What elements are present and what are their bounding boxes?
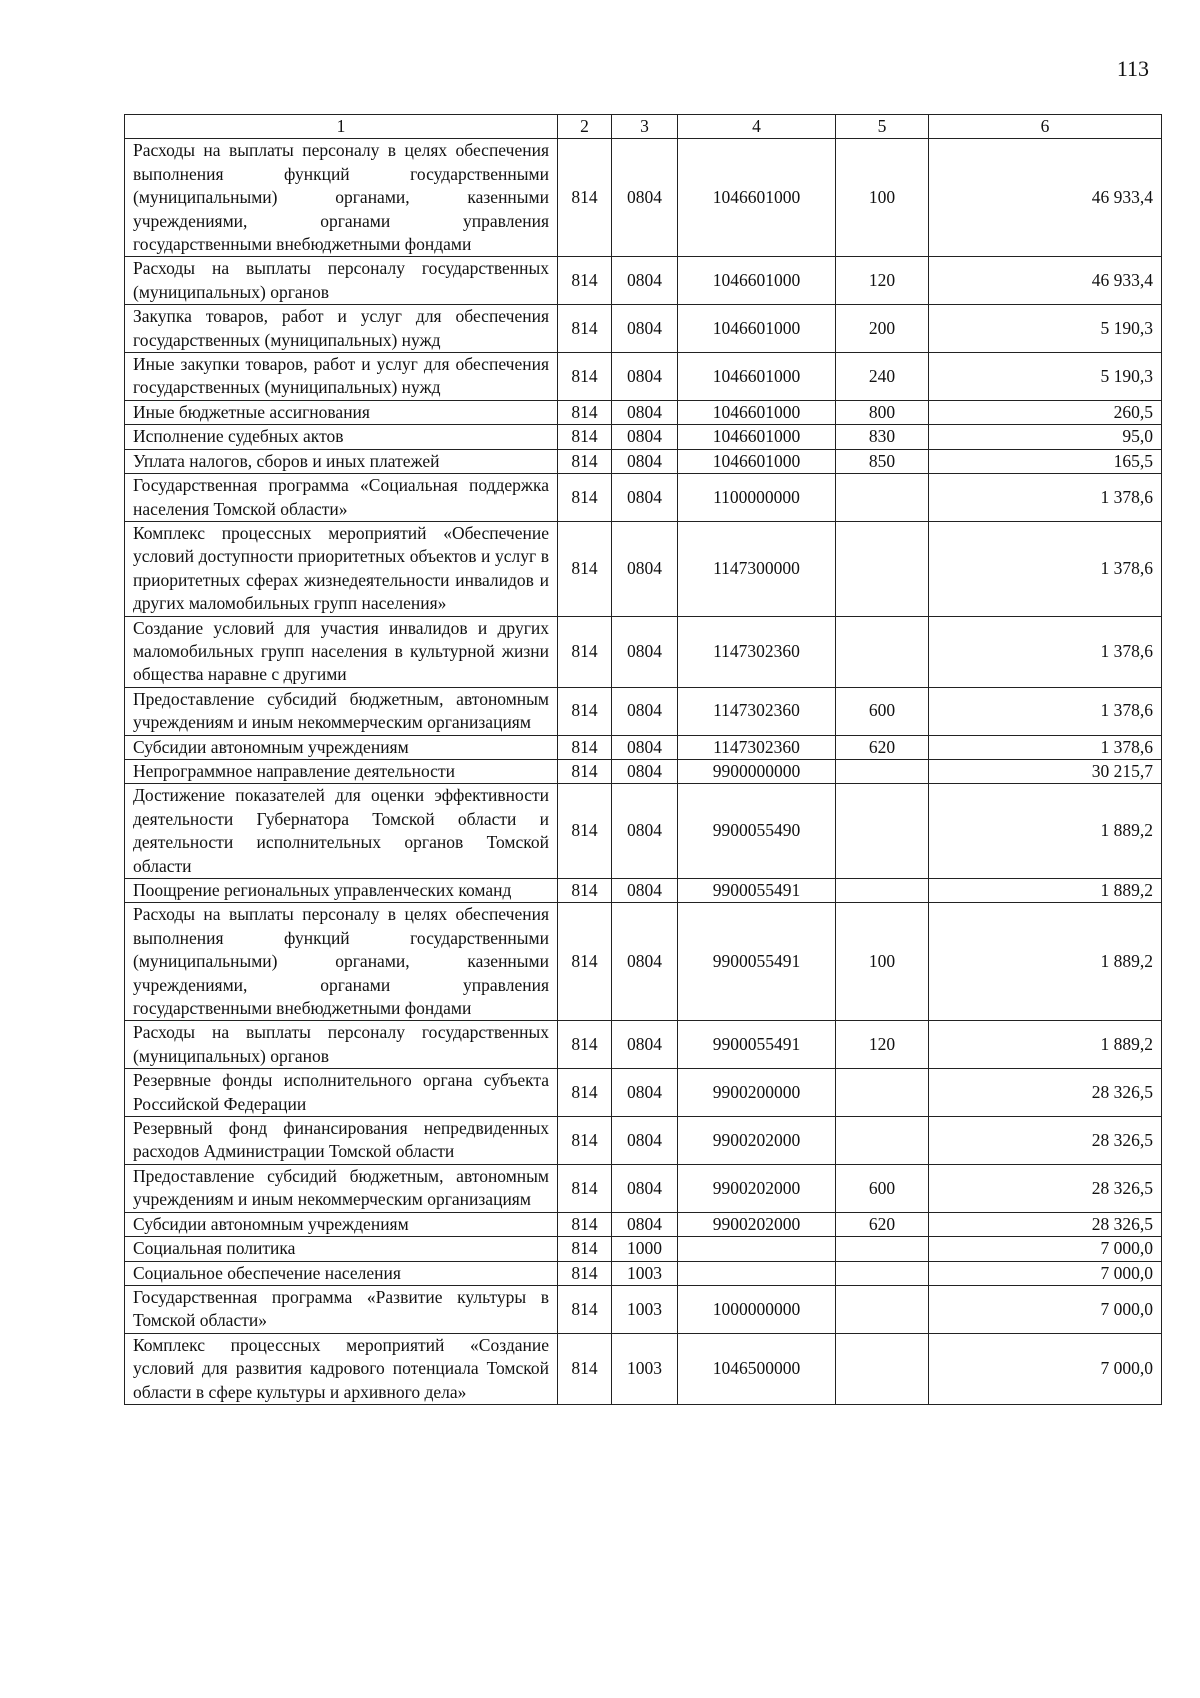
row-name-cell: Субсидии автономным учреждениям (125, 1212, 558, 1236)
row-rzpr-cell: 0804 (612, 1069, 678, 1117)
row-sum-cell: 1 889,2 (929, 879, 1162, 903)
row-rzpr-cell: 0804 (612, 400, 678, 424)
table-header-row (125, 115, 1162, 139)
row-name-cell: Расходы на выплаты персоналу в целях обеспечения выполнения функций государственными (муниципальными) органами, казенными учреждениями, органами управления государственными внебюджетными фондами (125, 903, 558, 1021)
row-vr-cell (836, 1285, 929, 1333)
table-row (125, 521, 1162, 616)
row-rzpr-cell: 0804 (612, 139, 678, 257)
table-row (125, 1164, 1162, 1212)
row-name-cell: Непрограммное направление деятельности (125, 759, 558, 783)
row-name-cell: Социальная политика (125, 1237, 558, 1261)
row-csr-cell: 9900055490 (678, 784, 836, 879)
table-row (125, 257, 1162, 305)
row-name-cell: Создание условий для участия инвалидов и других маломобильных групп населения в культурной жизни общества наравне с другими (125, 616, 558, 687)
row-ved-cell: 814 (558, 1117, 612, 1165)
row-csr-cell: 1046601000 (678, 257, 836, 305)
row-csr-cell: 9900200000 (678, 1069, 836, 1117)
table-row (125, 400, 1162, 424)
row-sum-cell: 28 326,5 (929, 1069, 1162, 1117)
row-csr-cell: 9900000000 (678, 759, 836, 783)
row-vr-cell: 850 (836, 449, 929, 473)
row-csr-cell: 1046601000 (678, 139, 836, 257)
row-name-cell: Субсидии автономным учреждениям (125, 735, 558, 759)
row-rzpr-cell: 0804 (612, 474, 678, 522)
row-ved-cell: 814 (558, 1069, 612, 1117)
row-sum-cell: 1 378,6 (929, 735, 1162, 759)
row-name-cell: Комплекс процессных мероприятий «Создание условий для развития кадрового потенциала Томской области в сфере культуры и архивного дела» (125, 1333, 558, 1404)
budget-table (124, 114, 1162, 1405)
row-rzpr-cell: 0804 (612, 879, 678, 903)
row-sum-cell: 7 000,0 (929, 1333, 1162, 1404)
row-ved-cell: 814 (558, 879, 612, 903)
table-row (125, 1333, 1162, 1404)
row-rzpr-cell: 0804 (612, 521, 678, 616)
row-rzpr-cell: 1003 (612, 1261, 678, 1285)
page-number: 113 (1116, 56, 1149, 81)
row-name-cell: Предоставление субсидий бюджетным, автономным учреждениям и иным некоммерческим организациям (125, 1164, 558, 1212)
row-ved-cell: 814 (558, 1164, 612, 1212)
row-ved-cell: 814 (558, 1261, 612, 1285)
row-rzpr-cell: 1003 (612, 1333, 678, 1404)
row-csr-cell: 1147302360 (678, 616, 836, 687)
row-vr-cell: 120 (836, 257, 929, 305)
row-vr-cell: 600 (836, 1164, 929, 1212)
column-header: 3 (612, 115, 678, 139)
row-vr-cell (836, 1333, 929, 1404)
row-csr-cell: 9900202000 (678, 1117, 836, 1165)
row-vr-cell: 830 (836, 425, 929, 449)
row-rzpr-cell: 0804 (612, 1212, 678, 1236)
row-vr-cell: 100 (836, 903, 929, 1021)
row-name-cell: Резервные фонды исполнительного органа субъекта Российской Федерации (125, 1069, 558, 1117)
row-vr-cell (836, 1069, 929, 1117)
row-vr-cell: 620 (836, 735, 929, 759)
row-name-cell: Расходы на выплаты персоналу в целях обеспечения выполнения функций государственными (муниципальными) органами, казенными учреждениями, органами управления государственными внебюджетными фондами (125, 139, 558, 257)
row-name-cell: Иные бюджетные ассигнования (125, 400, 558, 424)
row-csr-cell: 9900202000 (678, 1164, 836, 1212)
row-name-cell: Социальное обеспечение населения (125, 1261, 558, 1285)
row-rzpr-cell: 0804 (612, 784, 678, 879)
row-csr-cell: 9900055491 (678, 879, 836, 903)
row-name-cell: Достижение показателей для оценки эффективности деятельности Губернатора Томской области и деятельности исполнительных органов Томской области (125, 784, 558, 879)
row-sum-cell: 1 378,6 (929, 474, 1162, 522)
table-row (125, 687, 1162, 735)
row-vr-cell: 200 (836, 305, 929, 353)
table-row (125, 1069, 1162, 1117)
row-rzpr-cell: 0804 (612, 1164, 678, 1212)
row-rzpr-cell: 0804 (612, 449, 678, 473)
table-row (125, 616, 1162, 687)
row-sum-cell: 1 889,2 (929, 1021, 1162, 1069)
row-rzpr-cell: 0804 (612, 305, 678, 353)
row-rzpr-cell: 0804 (612, 759, 678, 783)
row-name-cell: Иные закупки товаров, работ и услуг для обеспечения государственных (муниципальных) нужд (125, 353, 558, 401)
row-csr-cell: 1046601000 (678, 353, 836, 401)
row-ved-cell: 814 (558, 449, 612, 473)
row-name-cell: Расходы на выплаты персоналу государственных (муниципальных) органов (125, 257, 558, 305)
row-ved-cell: 814 (558, 425, 612, 449)
row-sum-cell: 30 215,7 (929, 759, 1162, 783)
table-row (125, 735, 1162, 759)
column-header: 2 (558, 115, 612, 139)
row-vr-cell (836, 784, 929, 879)
row-ved-cell: 814 (558, 1212, 612, 1236)
row-csr-cell (678, 1237, 836, 1261)
row-ved-cell: 814 (558, 1285, 612, 1333)
row-vr-cell: 240 (836, 353, 929, 401)
row-sum-cell: 1 889,2 (929, 903, 1162, 1021)
row-csr-cell: 1000000000 (678, 1285, 836, 1333)
column-header: 5 (836, 115, 929, 139)
row-sum-cell: 5 190,3 (929, 305, 1162, 353)
row-ved-cell: 814 (558, 1237, 612, 1261)
table-row (125, 139, 1162, 257)
row-csr-cell: 1100000000 (678, 474, 836, 522)
table-body (125, 139, 1162, 1405)
row-sum-cell: 1 378,6 (929, 616, 1162, 687)
row-sum-cell: 95,0 (929, 425, 1162, 449)
table-row (125, 474, 1162, 522)
row-ved-cell: 814 (558, 784, 612, 879)
row-vr-cell (836, 616, 929, 687)
row-name-cell: Резервный фонд финансирования непредвиденных расходов Администрации Томской области (125, 1117, 558, 1165)
row-ved-cell: 814 (558, 305, 612, 353)
row-rzpr-cell: 0804 (612, 1021, 678, 1069)
row-rzpr-cell: 0804 (612, 616, 678, 687)
table-row (125, 1237, 1162, 1261)
row-name-cell: Государственная программа «Социальная поддержка населения Томской области» (125, 474, 558, 522)
row-csr-cell: 9900055491 (678, 1021, 836, 1069)
table-row (125, 1285, 1162, 1333)
row-rzpr-cell: 0804 (612, 687, 678, 735)
row-rzpr-cell: 0804 (612, 425, 678, 449)
row-sum-cell: 7 000,0 (929, 1261, 1162, 1285)
row-ved-cell: 814 (558, 1021, 612, 1069)
table-row (125, 1212, 1162, 1236)
row-vr-cell (836, 1237, 929, 1261)
row-ved-cell: 814 (558, 139, 612, 257)
row-name-cell: Поощрение региональных управленческих команд (125, 879, 558, 903)
row-vr-cell: 600 (836, 687, 929, 735)
row-sum-cell: 28 326,5 (929, 1164, 1162, 1212)
row-rzpr-cell: 0804 (612, 903, 678, 1021)
row-vr-cell (836, 1261, 929, 1285)
row-csr-cell: 9900202000 (678, 1212, 836, 1236)
table-row (125, 784, 1162, 879)
row-rzpr-cell: 1003 (612, 1285, 678, 1333)
row-sum-cell: 7 000,0 (929, 1237, 1162, 1261)
row-sum-cell: 46 933,4 (929, 139, 1162, 257)
row-ved-cell: 814 (558, 1333, 612, 1404)
row-sum-cell: 1 889,2 (929, 784, 1162, 879)
row-csr-cell: 1046601000 (678, 400, 836, 424)
table-row (125, 449, 1162, 473)
row-csr-cell: 1147302360 (678, 735, 836, 759)
row-vr-cell (836, 759, 929, 783)
row-sum-cell: 7 000,0 (929, 1285, 1162, 1333)
table-row (125, 879, 1162, 903)
column-header: 4 (678, 115, 836, 139)
row-csr-cell: 1046601000 (678, 449, 836, 473)
row-sum-cell: 5 190,3 (929, 353, 1162, 401)
row-csr-cell: 1147302360 (678, 687, 836, 735)
row-rzpr-cell: 0804 (612, 257, 678, 305)
row-csr-cell: 1046601000 (678, 425, 836, 449)
column-header: 6 (929, 115, 1162, 139)
row-ved-cell: 814 (558, 616, 612, 687)
table-row (125, 1021, 1162, 1069)
row-sum-cell: 46 933,4 (929, 257, 1162, 305)
row-sum-cell: 28 326,5 (929, 1117, 1162, 1165)
row-name-cell: Комплекс процессных мероприятий «Обеспечение условий доступности приоритетных объектов и услуг в приоритетных сферах жизнедеятельности инвалидов и других маломобильных групп населения» (125, 521, 558, 616)
row-sum-cell: 1 378,6 (929, 687, 1162, 735)
row-name-cell: Исполнение судебных актов (125, 425, 558, 449)
row-name-cell: Закупка товаров, работ и услуг для обеспечения государственных (муниципальных) нужд (125, 305, 558, 353)
row-rzpr-cell: 1000 (612, 1237, 678, 1261)
row-csr-cell: 1046601000 (678, 305, 836, 353)
row-vr-cell (836, 474, 929, 522)
table-row (125, 903, 1162, 1021)
row-rzpr-cell: 0804 (612, 1117, 678, 1165)
row-ved-cell: 814 (558, 400, 612, 424)
row-name-cell: Расходы на выплаты персоналу государственных (муниципальных) органов (125, 1021, 558, 1069)
table-row (125, 759, 1162, 783)
row-vr-cell (836, 879, 929, 903)
row-rzpr-cell: 0804 (612, 353, 678, 401)
table-row (125, 425, 1162, 449)
table-row (125, 1117, 1162, 1165)
table-row (125, 305, 1162, 353)
row-name-cell: Предоставление субсидий бюджетным, автономным учреждениям и иным некоммерческим организациям (125, 687, 558, 735)
row-sum-cell: 165,5 (929, 449, 1162, 473)
row-ved-cell: 814 (558, 353, 612, 401)
column-header: 1 (125, 115, 558, 139)
row-sum-cell: 1 378,6 (929, 521, 1162, 616)
row-ved-cell: 814 (558, 257, 612, 305)
row-vr-cell: 100 (836, 139, 929, 257)
row-csr-cell (678, 1261, 836, 1285)
table-row (125, 353, 1162, 401)
row-vr-cell: 620 (836, 1212, 929, 1236)
row-vr-cell (836, 1117, 929, 1165)
row-rzpr-cell: 0804 (612, 735, 678, 759)
row-name-cell: Государственная программа «Развитие культуры в Томской области» (125, 1285, 558, 1333)
row-ved-cell: 814 (558, 759, 612, 783)
row-csr-cell: 1046500000 (678, 1333, 836, 1404)
row-vr-cell: 120 (836, 1021, 929, 1069)
row-ved-cell: 814 (558, 903, 612, 1021)
row-ved-cell: 814 (558, 687, 612, 735)
row-sum-cell: 28 326,5 (929, 1212, 1162, 1236)
table-row (125, 1261, 1162, 1285)
row-vr-cell: 800 (836, 400, 929, 424)
row-ved-cell: 814 (558, 474, 612, 522)
row-csr-cell: 1147300000 (678, 521, 836, 616)
row-ved-cell: 814 (558, 521, 612, 616)
row-vr-cell (836, 521, 929, 616)
row-sum-cell: 260,5 (929, 400, 1162, 424)
row-csr-cell: 9900055491 (678, 903, 836, 1021)
row-ved-cell: 814 (558, 735, 612, 759)
row-name-cell: Уплата налогов, сборов и иных платежей (125, 449, 558, 473)
